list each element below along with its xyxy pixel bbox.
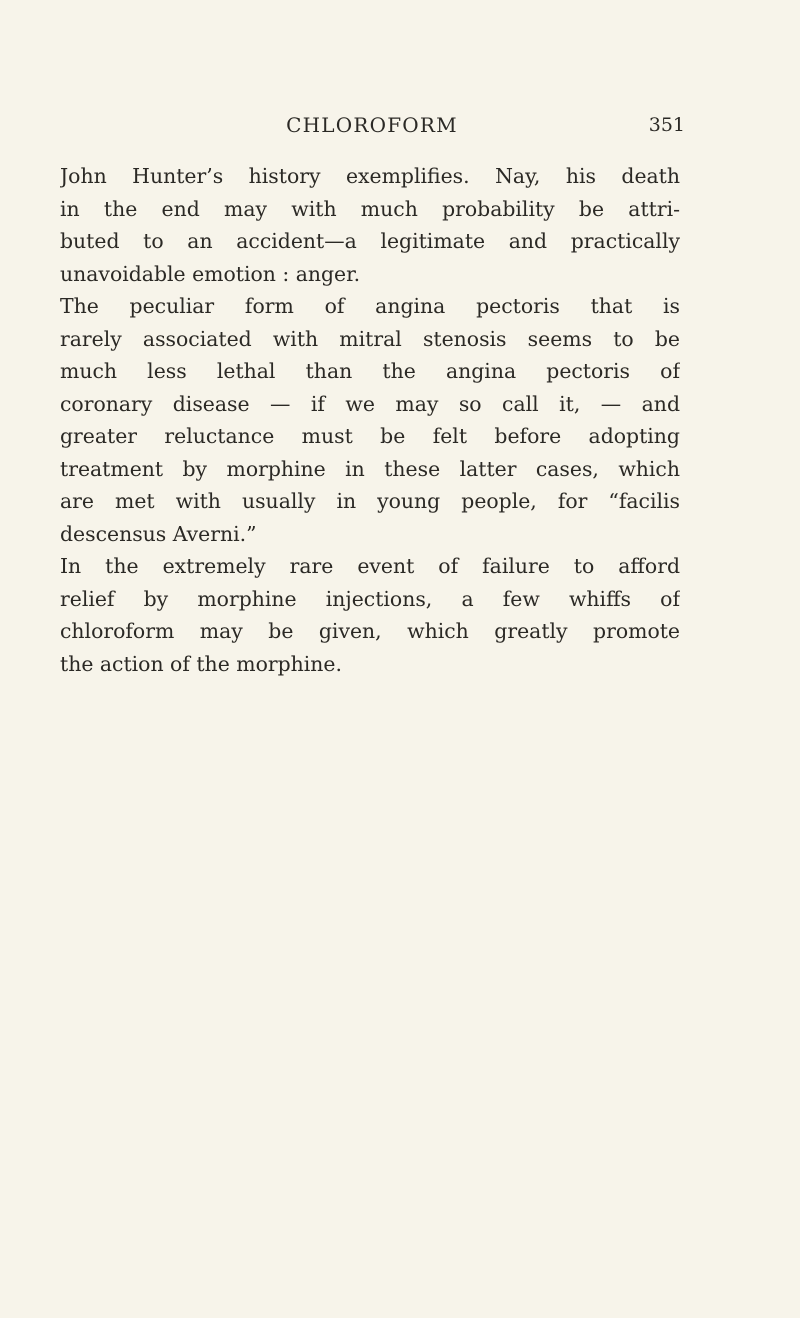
- running-head: [62, 110, 685, 140]
- text-line: chloroform may be given, which greatly promote: [60, 619, 680, 643]
- text-line: John Hunter’s history exemplifies. Nay, his death: [60, 164, 680, 188]
- paragraph-end-line: descensus Averni.”: [60, 521, 257, 546]
- page-number: 351: [648, 114, 685, 136]
- paragraph-end-line: the action of the morphine.: [60, 651, 342, 676]
- body-text: [60, 160, 680, 680]
- text-line: in the end may with much probability be attri-: [60, 196, 680, 221]
- text-line: much less lethal than the angina pectoris of: [60, 359, 680, 383]
- text-line: treatment by morphine in these latter cases, which: [60, 456, 680, 481]
- text-line: buted to an accident—a legitimate and practically: [60, 229, 680, 253]
- text-line: coronary disease — if we may so call it, — and: [60, 391, 680, 416]
- running-title: CHLOROFORM: [286, 113, 458, 137]
- text-line: rarely associated with mitral stenosis seems to be: [60, 326, 680, 351]
- text-line: The peculiar form of angina pectoris that is: [60, 294, 680, 318]
- text-line: greater reluctance must be felt before adopting: [60, 424, 680, 448]
- text-line: relief by morphine injections, a few whiffs of: [60, 586, 680, 611]
- text-line: are met with usually in young people, for “facilis: [60, 489, 680, 513]
- paragraph-end-line: unavoidable emotion : anger.: [60, 261, 361, 286]
- text-line: In the extremely rare event of failure to afford: [60, 554, 680, 578]
